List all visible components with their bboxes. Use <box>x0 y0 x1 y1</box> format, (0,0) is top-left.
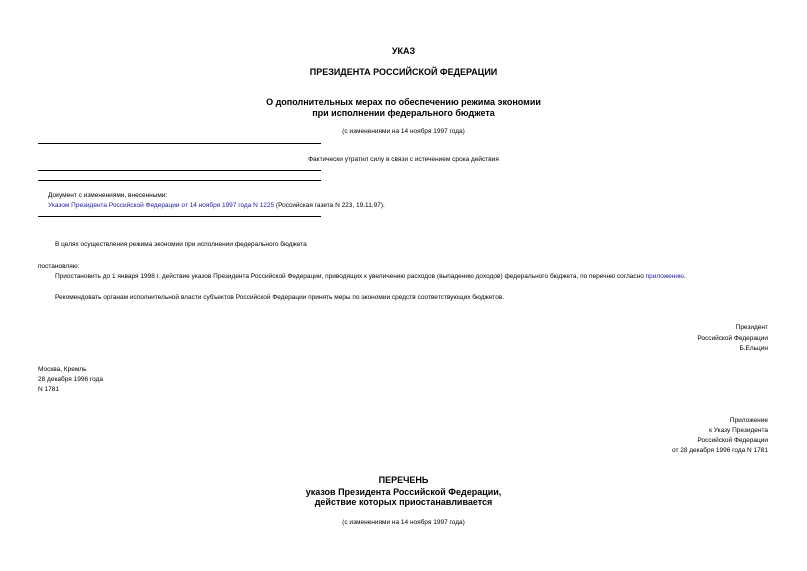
document-heading-line-2: при исполнении федерального бюджета <box>312 108 495 118</box>
appendix-label: Приложение <box>729 417 768 424</box>
document-heading-line-1: О дополнительных мерах по обеспечению режима экономии <box>266 97 541 107</box>
appendix-ref-line-2: к Указу Президента <box>709 427 768 434</box>
document-number: N 1781 <box>38 386 59 393</box>
appendix-link[interactable]: приложению <box>645 273 684 280</box>
changes-intro: Документ с изменениями, внесенными: <box>48 192 168 199</box>
divider-line <box>38 180 321 181</box>
list-amendment-note: (с изменениями на 14 ноября 1997 года) <box>342 519 465 526</box>
divider-line <box>38 216 321 217</box>
divider-line <box>38 143 321 144</box>
place: Москва, Кремль <box>38 366 87 373</box>
status-note: Фактически утратил силу в связи с истечением срока действия <box>308 156 499 163</box>
divider-line <box>38 170 321 171</box>
paragraph-2: Рекомендовать органам исполнительной власти субъектов Российской Федерации принять меры по экономии средств соответствующих бюджетов. <box>55 294 505 301</box>
paragraph-1 <box>55 272 686 281</box>
signature-title: Президент <box>735 324 768 331</box>
appendix-ref-line-3: Российской Федерации <box>697 437 768 444</box>
changes-line <box>48 201 385 210</box>
document-type-title: УКАЗ <box>391 46 416 56</box>
paragraph-1-end: . <box>683 273 686 280</box>
decree-word: постановляю: <box>38 263 80 270</box>
list-heading-line-2: действие которых приостанавливается <box>314 497 493 507</box>
document-issuer-subtitle: ПРЕЗИДЕНТА РОССИЙСКОЙ ФЕДЕРАЦИИ <box>309 67 498 77</box>
preamble-paragraph: В целях осуществления режима экономии при исполнении федерального бюджета <box>55 241 307 248</box>
paragraph-1-text: Приостановить до 1 января 1998 г. действие указов Президента Российской Федерации, приводящих к увеличению расходов (выпадению доходов) федерального бюджета, по перечню согласно <box>55 273 646 280</box>
appendix-ref-line-4: от 28 декабря 1996 года N 1781 <box>671 447 768 454</box>
amendment-note: (с изменениями на 14 ноября 1997 года) <box>342 128 465 135</box>
changes-source: (Российская газета N 223, 19.11.97). <box>274 202 385 209</box>
date: 28 декабря 1996 года <box>38 376 104 383</box>
amending-decree-link[interactable]: Указом Президента Российской Федерации от 14 ноября 1997 года N 1225 <box>48 202 275 209</box>
signature-position: Российской Федерации <box>697 335 768 342</box>
list-title: ПЕРЕЧЕНЬ <box>378 475 429 485</box>
list-heading-line-1: указов Президента Российской Федерации, <box>305 487 502 497</box>
signature-name: Б.Ельцин <box>739 345 768 352</box>
